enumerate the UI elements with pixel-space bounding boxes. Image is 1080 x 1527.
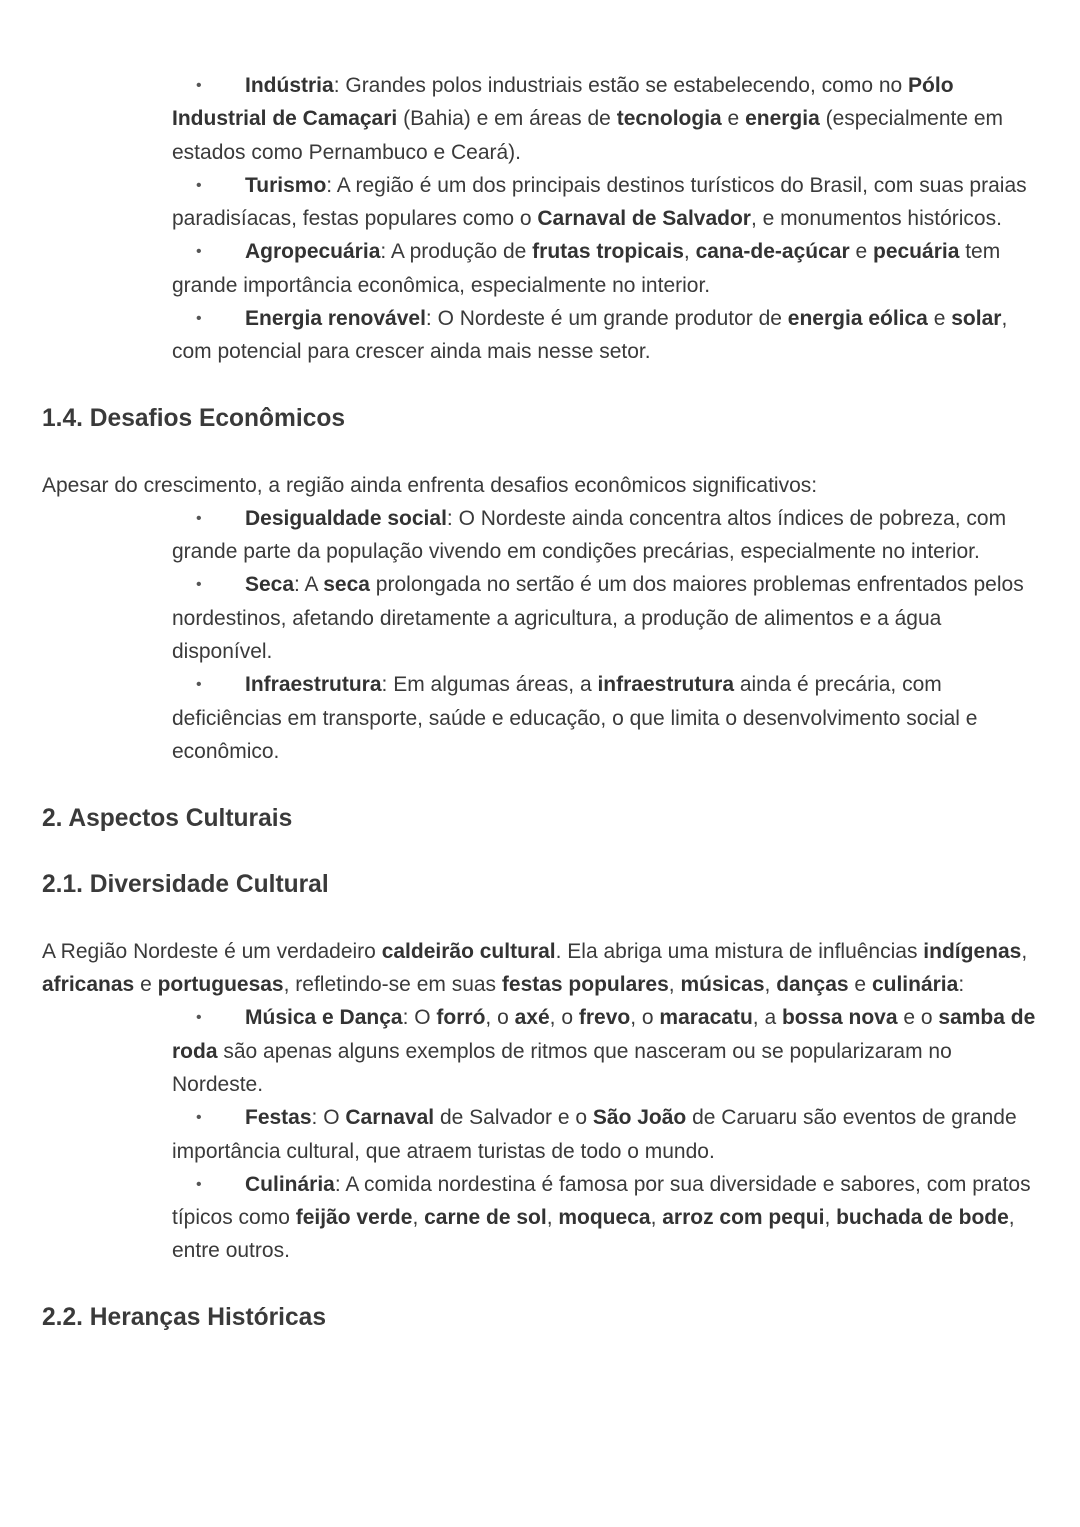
bold-text: Culinária bbox=[245, 1172, 335, 1196]
text-run: : A produção de bbox=[380, 240, 533, 264]
bullet-list bbox=[42, 502, 1038, 768]
section-heading: 2.1. Diversidade Cultural bbox=[42, 871, 329, 899]
text-run: : bbox=[958, 973, 965, 997]
text-run: são apenas alguns exemplos de ritmos que nasceram ou se popularizaram no Nordeste. bbox=[172, 1039, 952, 1096]
bold-text: músicas bbox=[680, 973, 765, 997]
list-item bbox=[172, 235, 1038, 302]
bullet-icon: • bbox=[196, 1009, 202, 1027]
bold-text: Energia renovável bbox=[245, 307, 426, 331]
text-run: , bbox=[683, 240, 696, 264]
bold-text: samba de roda bbox=[172, 1006, 1036, 1063]
bold-text: Agropecuária bbox=[245, 240, 381, 264]
bold-text: pecuária bbox=[873, 240, 960, 264]
spacer bbox=[42, 768, 1038, 801]
text-run: : A comida nordestina é famosa por sua diversidade e sabores, com pratos típicos como bbox=[172, 1172, 1031, 1230]
bold-text: São João bbox=[592, 1106, 687, 1130]
bold-text: Carnaval bbox=[345, 1106, 435, 1130]
text-run: , e monumentos históricos. bbox=[750, 207, 1002, 231]
bold-text: Turismo bbox=[245, 173, 327, 197]
spacer bbox=[42, 901, 1038, 934]
text-run: , o bbox=[485, 1006, 515, 1030]
bold-text: frevo bbox=[578, 1006, 631, 1030]
text-run: , bbox=[668, 973, 681, 997]
bullet-icon: • bbox=[196, 1175, 202, 1193]
bold-text: seca bbox=[323, 573, 370, 597]
paragraph bbox=[42, 935, 1038, 1002]
bold-text: frutas tropicais bbox=[532, 240, 684, 264]
text-run: : A região é um dos principais destinos turísticos do Brasil, com suas praias paradisíacas, festas populares como o bbox=[172, 173, 1027, 231]
text-run: e bbox=[849, 240, 873, 264]
bold-text: portuguesas bbox=[157, 973, 284, 997]
bold-text: axé bbox=[514, 1006, 550, 1030]
bullet-icon: • bbox=[196, 176, 202, 194]
bold-text: africanas bbox=[42, 973, 135, 997]
list-item bbox=[172, 302, 1038, 369]
text-run: , o bbox=[549, 1006, 579, 1030]
text-run: : O bbox=[311, 1106, 346, 1130]
bold-text: Festas bbox=[245, 1106, 312, 1130]
list-item bbox=[172, 1168, 1038, 1268]
section-heading: 1.4. Desafios Econômicos bbox=[42, 404, 346, 432]
bullet-icon: • bbox=[196, 509, 202, 527]
text-run: , bbox=[764, 973, 777, 997]
text-run: e bbox=[721, 107, 746, 131]
text-run: : O bbox=[402, 1006, 437, 1030]
list-item bbox=[172, 502, 1038, 569]
text-run: : Grandes polos industriais estão se estabelecendo, como no bbox=[333, 74, 909, 97]
text-run: , com potencial para crescer ainda mais nesse setor. bbox=[172, 307, 1008, 364]
bold-text: festas populares bbox=[501, 973, 669, 997]
bold-text: maracatu bbox=[659, 1006, 753, 1030]
text-run: , bbox=[1021, 939, 1028, 963]
bold-text: Seca bbox=[245, 573, 295, 597]
list-item bbox=[172, 169, 1038, 236]
bold-text: energia bbox=[745, 107, 820, 131]
text-run: de Caruaru são eventos de grande importância cultural, que atraem turistas de todo o mundo. bbox=[172, 1106, 1017, 1163]
text-run: , refletindo-se em suas bbox=[283, 973, 502, 997]
section-heading: 2.2. Heranças Históricas bbox=[42, 1303, 326, 1331]
bold-text: arroz com pequi bbox=[662, 1206, 825, 1230]
text-run: , bbox=[650, 1206, 663, 1230]
text-run: : O Nordeste é um grande produtor de bbox=[425, 307, 788, 331]
bold-text: Música e Dança bbox=[245, 1006, 403, 1030]
bold-text: culinária bbox=[871, 973, 959, 997]
bold-text: feijão verde bbox=[295, 1206, 413, 1230]
spacer bbox=[42, 835, 1038, 868]
text-run: . Ela abriga uma mistura de influências bbox=[555, 939, 924, 963]
bold-text: Pólo Industrial de Camaçari bbox=[172, 74, 954, 131]
text-run: (especialmente em estados como Pernambuco e Ceará). bbox=[172, 107, 1004, 164]
section-heading: 2. Aspectos Culturais bbox=[42, 804, 293, 832]
spacer bbox=[42, 435, 1038, 468]
text-run: de Salvador e o bbox=[434, 1106, 593, 1130]
bullet-icon: • bbox=[196, 77, 202, 94]
spacer bbox=[42, 1268, 1038, 1301]
bold-text: solar bbox=[951, 307, 1002, 331]
bullet-icon: • bbox=[196, 676, 202, 694]
text-run: , o bbox=[630, 1006, 660, 1030]
bold-text: buchada de bode bbox=[836, 1206, 1009, 1230]
bullet-icon: • bbox=[196, 1109, 202, 1127]
paragraph bbox=[42, 469, 1038, 502]
text-run: , bbox=[412, 1206, 425, 1230]
bold-text: infraestrutura bbox=[597, 673, 734, 697]
text-run: e bbox=[848, 973, 872, 997]
text-run: : Em algumas áreas, a bbox=[381, 673, 598, 697]
bold-text: forró bbox=[436, 1006, 486, 1030]
list-item bbox=[172, 1001, 1038, 1101]
bold-text: bossa nova bbox=[781, 1006, 898, 1030]
text-run: : A bbox=[294, 573, 324, 597]
text-run: ainda é precária, com deficiências em transporte, saúde e educação, o que limita o desenvolvimento social e econômico. bbox=[172, 673, 978, 763]
bold-text: Infraestrutura bbox=[245, 673, 382, 697]
bold-text: caldeirão cultural bbox=[381, 939, 556, 963]
spacer bbox=[42, 369, 1038, 402]
list-item bbox=[172, 69, 1038, 169]
list-item bbox=[172, 668, 1038, 768]
bullet-list bbox=[42, 69, 1038, 369]
text-run: e bbox=[927, 307, 952, 331]
bold-text: cana-de-açúcar bbox=[695, 240, 850, 264]
bold-text: carne de sol bbox=[424, 1206, 547, 1230]
text-run: e o bbox=[897, 1006, 939, 1030]
bold-text: moqueca bbox=[558, 1206, 651, 1230]
text-run: Apesar do crescimento, a região ainda enfrenta desafios econômicos significativos: bbox=[42, 473, 818, 497]
bullet-icon: • bbox=[196, 576, 202, 594]
bold-text: Indústria bbox=[245, 74, 334, 97]
list-item bbox=[172, 1101, 1038, 1168]
text-run: (Bahia) e em áreas de bbox=[397, 107, 617, 131]
bold-text: tecnologia bbox=[616, 107, 722, 131]
text-run: , bbox=[824, 1206, 837, 1230]
bold-text: energia eólica bbox=[787, 307, 928, 331]
text-run: tem grande importância econômica, especialmente no interior. bbox=[172, 240, 1001, 297]
text-run: , entre outros. bbox=[172, 1206, 1015, 1263]
bold-text: indígenas bbox=[923, 939, 1022, 963]
text-run: , a bbox=[752, 1006, 782, 1030]
text-run: A Região Nordeste é um verdadeiro bbox=[42, 939, 382, 963]
bullet-icon: • bbox=[196, 243, 202, 261]
bold-text: Desigualdade social bbox=[245, 506, 447, 530]
text-run: : O Nordeste ainda concentra altos índices de pobreza, com grande parte da população vivendo em condições precárias, especialmente no interior. bbox=[172, 506, 1007, 564]
text-run: prolongada no sertão é um dos maiores problemas enfrentados pelos nordestinos, afetando diretamente a agricultura, a produção de alimentos e a água disponível. bbox=[172, 573, 1024, 664]
bullet-list bbox=[42, 1001, 1038, 1267]
bold-text: Carnaval de Salvador bbox=[537, 207, 751, 231]
list-item bbox=[172, 568, 1038, 668]
text-run: , bbox=[546, 1206, 559, 1230]
bold-text: danças bbox=[776, 973, 849, 997]
text-run: e bbox=[134, 973, 158, 997]
bullet-icon: • bbox=[196, 310, 202, 328]
